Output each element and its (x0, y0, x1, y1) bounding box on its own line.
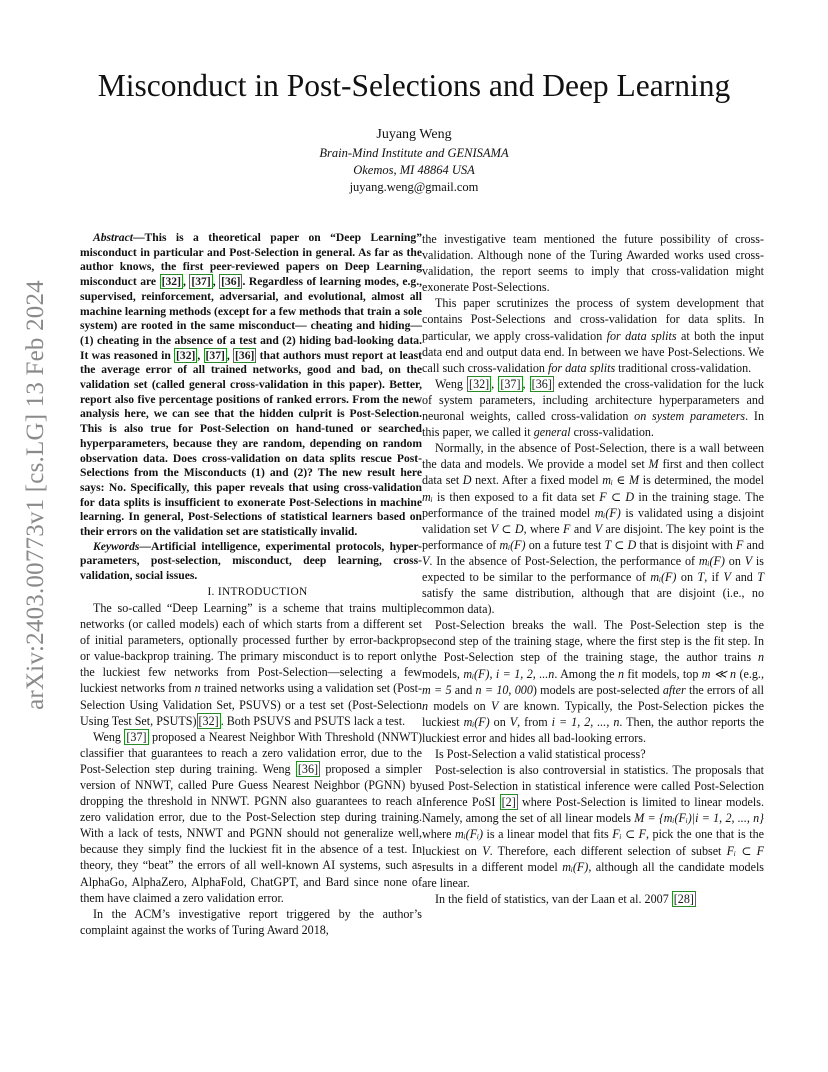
paragraph: the investigative team mentioned the future possibility of cross-validation. Although none of the Turing Awarded works used cross-validation, the report seems to imply that cross-validation might exonerate Post-Selections. (422, 232, 764, 295)
citation-link[interactable]: [36] (297, 761, 319, 776)
keywords: Keywords—Artificial intelligence, experimental protocols, hyper-parameters, post-selection, misconduct, deep learning, cross-validation, social issues. (80, 539, 422, 583)
citation-link[interactable]: [32] (176, 348, 196, 362)
paragraph: In the ACM’s investigative report triggered by the author’s complaint against the works of Turing Award 2018, (80, 906, 422, 937)
paragraph: Weng [37] proposed a Nearest Neighbor With Threshold (NNWT) classifier that guarantees to reach a zero validation error, due to the Post-Selection step during training. Weng [36] proposed a simpler version of NNWT, called Pure Guess Nearest Neighbor (PGNN) by dropping the threshold in NNWT. PGNN also guarantees to reach a zero validation error, due to the Post-Selection step during training. With a lack of tests, NNWT and PGNN should not generalize well, because they simply find the luckiest fit in the absence of a test. In theory, they “beat” the errors of all well-known AI systems, such as AlphaGo, AlphaZero, AlphaFold, ChatGPT, and Bard since none of them have claimed a zero validation error. (80, 729, 422, 905)
keywords-label: Keywords (93, 539, 140, 553)
right-column (422, 231, 764, 907)
author-email[interactable]: juyang.weng@gmail.com (349, 180, 479, 194)
citation-link[interactable]: [32] (161, 275, 181, 289)
paragraph: The so-called “Deep Learning” is a scheme that trains multiple networks (or called models) each of which starts from a different set of initial parameters, optionally processed further by error-backprop or value-backprop training. The primary misconduct is to report only the luckiest few networks from Post-Selection—selecting a few luckiest networks from n trained networks using a validation set (Post-Selection Using Validation Set, PSUVS) or a test set (Post-Selection Using Test Set, PSUTS) [32] . Both PSUVS and PSUTS lack a test. (80, 600, 423, 728)
citation-link[interactable]: [36] (235, 348, 255, 362)
affiliation-line-1: Brain-Mind Institute and GENISAMA (319, 146, 509, 160)
citation-link[interactable]: [37] (126, 729, 147, 744)
citation-link[interactable]: [36] (221, 275, 241, 289)
section-heading-introduction: I. INTRODUCTION (207, 585, 308, 598)
paragraph: Weng [32] , [37] , [36] extended the cross-validation for the luck of system parameters, including architecture hyperparameters and neuronal weights, called cross-validation on system parameters. In this paper, we called it general cross-validation. (422, 376, 764, 440)
citation-link[interactable]: [37] (191, 275, 211, 289)
paper-title: Misconduct in Post-Selections and Deep Learning (97, 68, 731, 103)
paragraph: Normally, in the absence of Post-Selection, there is a wall between the data and models. We provide a model set M first and then collect data set D next. After a fixed model mᵢ ∈ M is determined, the model mᵢ is then exposed to a fit data set F ⊂ D in the training stage. The performance of the trained model mᵢ(F) is validated using a disjoint validation set V ⊂ D, where F and V are disjoint. The key point is the performance of mᵢ(F) on a future test T ⊂ D that is disjoint with F and V. In the absence of Post-Selection, the performance of mᵢ(F) on V is expected to be similar to the performance of mᵢ(F) on T, if V and T satisfy the same distribution, although that are disjoint (i.e., no common data). (422, 441, 765, 617)
citation-link[interactable]: [2] (501, 795, 516, 810)
paragraph: Post-selection is also controversial in statistics. The proposals that used Post-Selection in statistical inference were called Post-Selection Inference PoSI [2] where Post-Selection is limited to linear models. Namely, among the set of all linear models M = {mᵢ(Fᵢ)|i = 1, 2, ..., n} where mᵢ(Fᵢ) is a linear model that fits Fᵢ ⊂ F, pick the one that is the luckiest on V. Therefore, each different selection of subset Fᵢ ⊂ F results in a different model mᵢ(F), although all the candidate models are linear. (422, 763, 765, 890)
citation-link[interactable]: [28] (673, 891, 694, 906)
paragraph: In the field of statistics, van der Laan et al. 2007 [28] (435, 891, 694, 906)
citation-link[interactable]: [37] (205, 348, 225, 362)
arxiv-identifier: arXiv:2403.00773v1 [cs.LG] 13 Feb 2024 (22, 280, 49, 710)
citation-link[interactable]: [32] (198, 713, 219, 728)
author-block (200, 126, 628, 196)
paragraph: Is Post-Selection a valid statistical process? (435, 747, 646, 761)
left-column (80, 231, 422, 938)
abstract: Abstract—This is a theoretical paper on “Deep Learning” misconduct in particular and Post-Selection in general. As far as the author knows, the first peer-reviewed papers on Deep Learning misconduct are [32] , [37] , [36] . Regardless of learning modes, e.g., supervised, reinforcement, adversarial, and evolutional, almost all machine learning methods (except for a few methods that train a sole system) are rooted in the same misconduct— cheating and hiding—(1) cheating in the absence of a test and (2) hiding bad-looking data. It was reasoned in [32] , [37] , [36] that authors must report at least the average error of all trained networks, good and bad, on the validation set (called general cross-validation in this paper). Better, report also five percentage positions of ranked errors. From the new analysis here, we can see that the hidden culprit is Post-Selection. This is also true for Post-Selection on hand-tuned or searched hyperparameters, because they are random, depending on random observation data. Does cross-validation on data splits rescue Post-Selections from the Misconducts (1) and (2)? The new result here says: No. Specifically, this paper reveals that using cross-validation for data splits is insufficient to exonerate Post-Selections in machine learning. In general, Post-Selections of statistical learners based on their errors on the validation set are statistically invalid. (80, 231, 423, 539)
affiliation-line-2: Okemos, MI 48864 USA (353, 163, 475, 177)
arxiv-sidebar-stamp (4, 280, 68, 710)
citation-link[interactable]: [36] (531, 376, 552, 391)
citation-link[interactable]: [37] (500, 376, 521, 391)
paragraph: Post-Selection breaks the wall. The Post-Selection step is the second step of the training stage, where the first step is the fit step. In the Post-Selection step of the training stage, the author trains n models, mᵢ(F), i = 1, 2, ...n. Among the n fit models, top m ≪ n (e.g., m = 5 and n = 10, 000) models are post-selected after the errors of all n models on V are known. Typically, the Post-Selection pickes the luckiest mᵢ(F) on V, from i = 1, 2, ..., n. Then, the author reports the luckiest error and hides all bad-looking errors. (422, 618, 764, 745)
abstract-label: Abstract (93, 231, 133, 244)
citation-link[interactable]: [32] (469, 376, 490, 391)
author-name: Juyang Weng (376, 127, 452, 142)
paragraph: This paper scrutinizes the process of system development that contains Post-Selections and cross-validation for data splits. In particular, we apply cross-validation for data splits at both the input data end and output data end. In between we have Post-Selections. We call such cross-validation for data splits traditional cross-validation. (422, 296, 764, 375)
